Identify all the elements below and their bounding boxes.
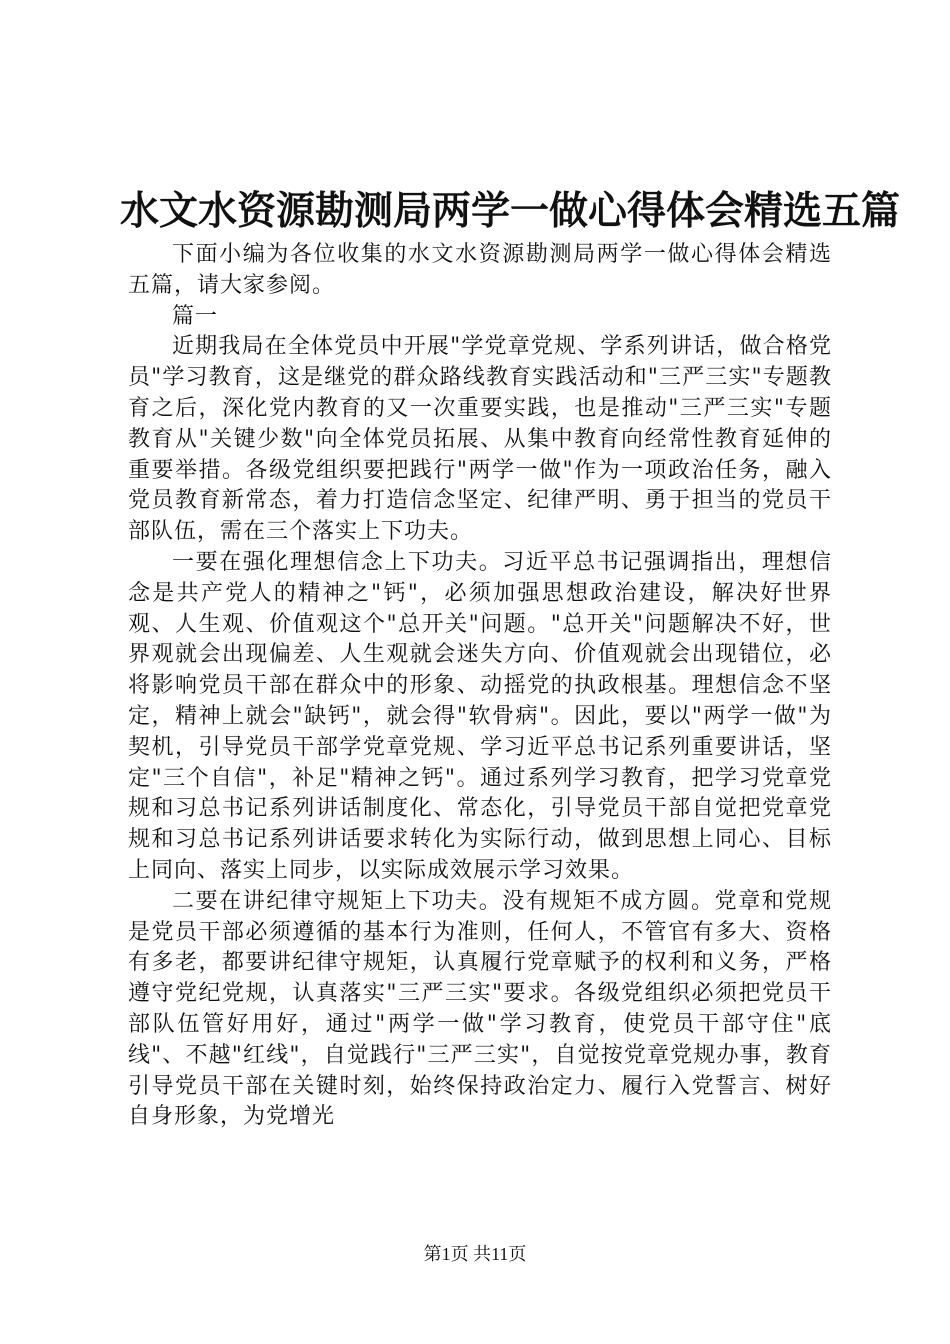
body-paragraph: 一要在强化理想信念上下功夫。习近平总书记强调指出，理想信念是共产党人的精神之"钙"，必须加强思想政治建设，解决好世界观、人生观、价值观这个"总开关"问题。"总开关"问题解决不好，世界观就会出现偏差、人生观就会迷失方向、价值观就会出现错位，必将影响党员干部在群众中的形象、动摇党的执政根基。理想信念不坚定，精神上就会"缺钙"，就会得"软骨病"。因此，要以"两学一做"为契机，引导党员干部学党章党规、学习近平总书记系列重要讲话，坚定"三个自信"，补足"精神之钙"。通过系列学习教育，把学习党章党规和习总书记系列讲话制度化、常态化，引导党员干部自觉把党章党规和习总书记系列讲话要求转化为实际行动，做到思想上同心、目标上同向、落实上同步，以实际成效展示学习效果。 [128,549,832,883]
document-body [128,240,832,1133]
body-paragraph: 二要在讲纪律守规矩上下功夫。没有规矩不成方圆。党章和党规是党员干部必须遵循的基本行为准则，任何人，不管官有多大、资格有多老，都要讲纪律守规矩，认真履行党章赋予的权利和义务，严格遵守党纪党规，认真落实"三严三实"要求。各级党组织必须把党员干部队伍管好用好，通过"两学一做"学习教育，使党员干部守住"底线"、不越"红线"，自觉践行"三严三实"，自觉按党章党规办事，教育引导党员干部在关键时刻，始终保持政治定力、履行入党誓言、树好自身形象，为党增光 [128,888,832,1130]
body-paragraph: 近期我局在全体党员中开展"学党章党规、学系列讲话，做合格党员"学习教育，这是继党的群众路线教育实践活动和"三严三实"专题教育之后，深化党内教育的又一次重要实践，也是推动"三严三实"专题教育从"关键少数"向全体党员拓展、从集中教育向经常性教育延伸的重要举措。各级党组织要把践行"两学一做"作为一项政治任务，融入党员教育新常态，着力打造信念坚定、纪律严明、勇于担当的党员干部队伍，需在三个落实上下功夫。 [128,334,832,545]
page-number-footer: 第1页 共11页 [423,1244,527,1264]
document-title: 水文水资源勘测局两学一做心得体会精选五篇 [120,188,901,234]
intro-paragraph: 下面小编为各位收集的水文水资源勘测局两学一做心得体会精选五篇，请大家参阅。 [128,242,832,298]
section-heading: 篇一 [172,303,219,329]
